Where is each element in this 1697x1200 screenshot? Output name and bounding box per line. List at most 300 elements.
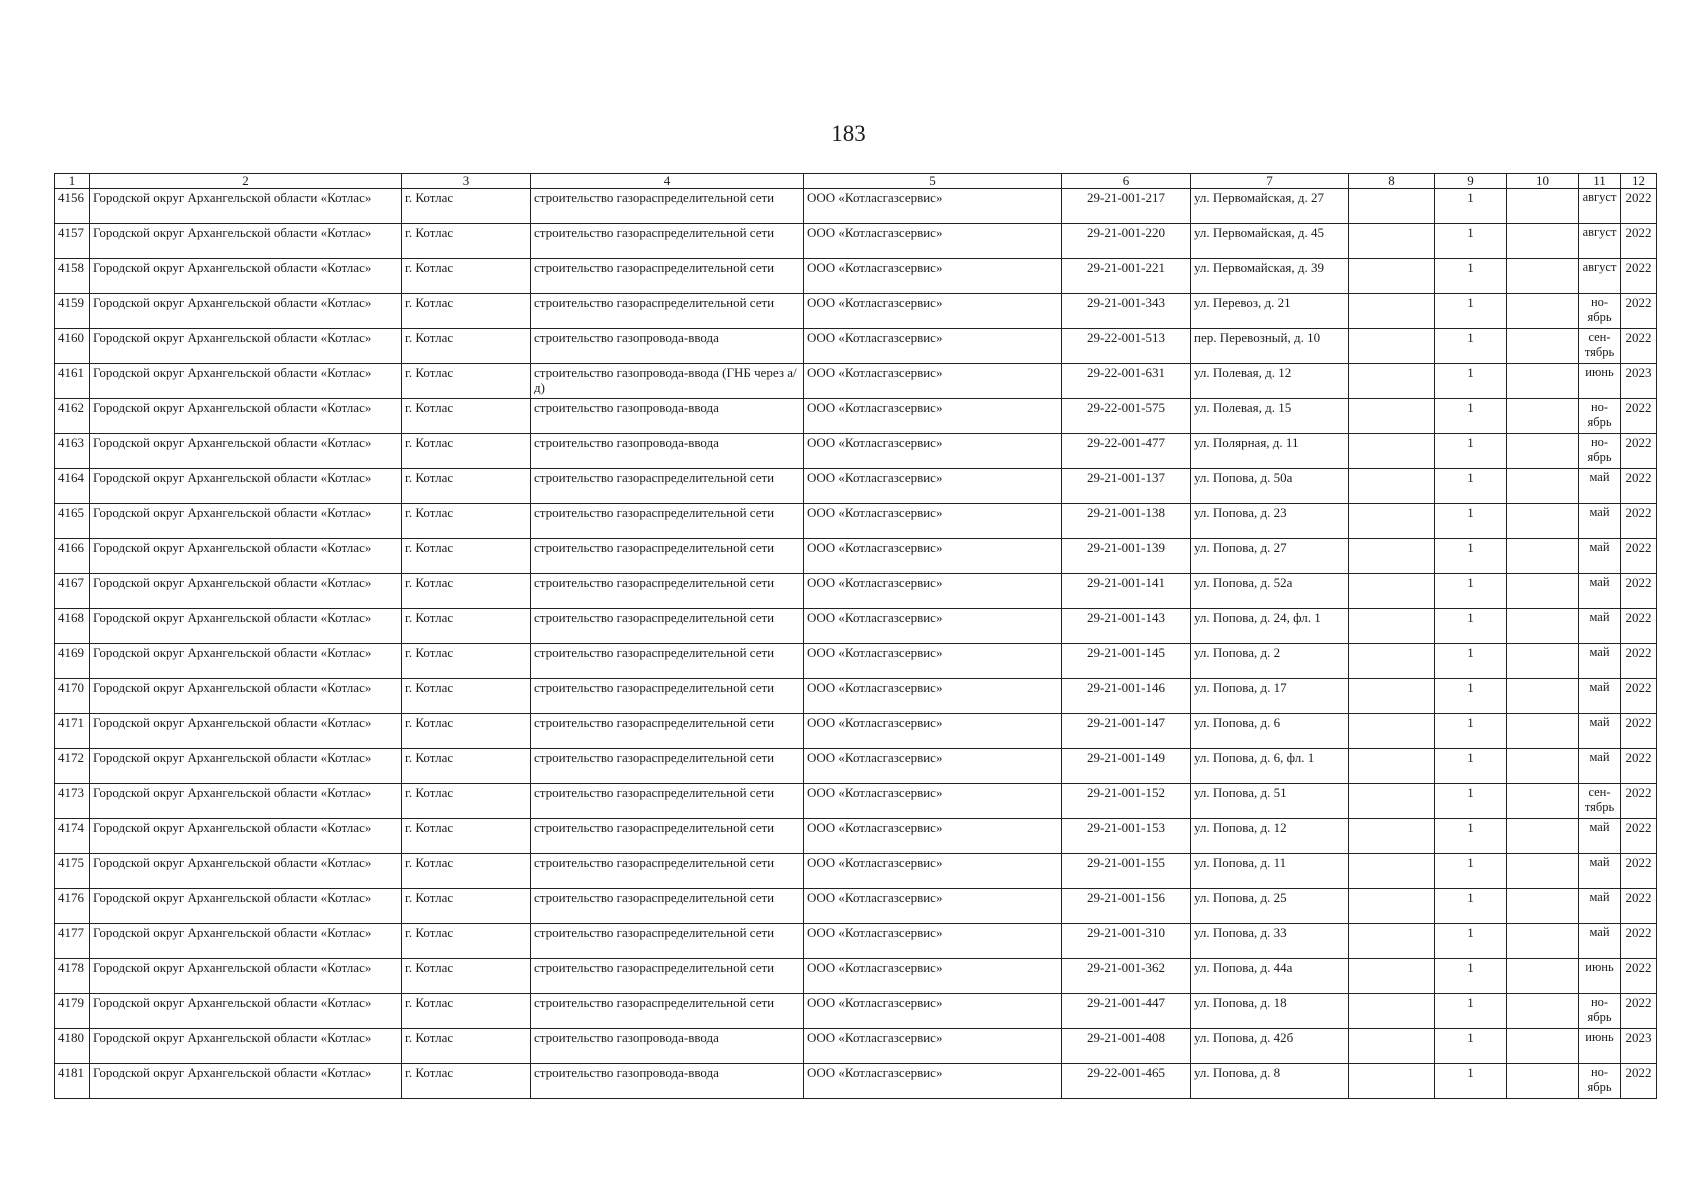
cell-quantity: 1 <box>1435 224 1507 259</box>
cell-work-type: строительство газораспределительной сети <box>531 889 804 924</box>
cell-year: 2022 <box>1621 224 1657 259</box>
table-row <box>55 259 1657 294</box>
cell-col-10 <box>1507 574 1579 609</box>
table-row <box>55 819 1657 854</box>
cell-organization: ООО «Котласгазсервис» <box>804 504 1062 539</box>
cell-row-number: 4157 <box>55 224 90 259</box>
cell-month: сен-тябрь <box>1579 329 1621 364</box>
cell-quantity: 1 <box>1435 959 1507 994</box>
cell-col-10 <box>1507 819 1579 854</box>
cell-municipality: Городской округ Архангельской области «Котлас» <box>90 784 402 819</box>
table-row <box>55 399 1657 434</box>
cell-row-number: 4164 <box>55 469 90 504</box>
cell-year: 2022 <box>1621 329 1657 364</box>
cell-col-8 <box>1349 504 1435 539</box>
cell-settlement: г. Котлас <box>402 1064 531 1099</box>
cell-work-type: строительство газораспределительной сети <box>531 714 804 749</box>
table-row <box>55 224 1657 259</box>
cell-quantity: 1 <box>1435 679 1507 714</box>
cell-settlement: г. Котлас <box>402 644 531 679</box>
cell-municipality: Городской округ Архангельской области «Котлас» <box>90 889 402 924</box>
cell-month: май <box>1579 679 1621 714</box>
cell-address: ул. Попова, д. 23 <box>1191 504 1349 539</box>
table-row <box>55 959 1657 994</box>
cell-organization: ООО «Котласгазсервис» <box>804 889 1062 924</box>
cell-quantity: 1 <box>1435 644 1507 679</box>
cell-address: ул. Полевая, д. 12 <box>1191 364 1349 399</box>
cell-row-number: 4159 <box>55 294 90 329</box>
cell-address: ул. Попова, д. 50а <box>1191 469 1349 504</box>
cell-municipality: Городской округ Архангельской области «Котлас» <box>90 854 402 889</box>
cell-organization: ООО «Котласгазсервис» <box>804 574 1062 609</box>
cell-municipality: Городской округ Архангельской области «Котлас» <box>90 469 402 504</box>
table-row <box>55 1064 1657 1099</box>
cell-row-number: 4170 <box>55 679 90 714</box>
cell-col-10 <box>1507 784 1579 819</box>
cell-col-8 <box>1349 1064 1435 1099</box>
cell-row-number: 4175 <box>55 854 90 889</box>
cell-work-type: строительство газопровода-ввода <box>531 434 804 469</box>
cell-month: но-ябрь <box>1579 434 1621 469</box>
cell-col-10 <box>1507 889 1579 924</box>
cell-object-code: 29-22-001-513 <box>1062 329 1191 364</box>
cell-quantity: 1 <box>1435 399 1507 434</box>
cell-year: 2022 <box>1621 854 1657 889</box>
table-row <box>55 784 1657 819</box>
cell-municipality: Городской округ Архангельской области «Котлас» <box>90 259 402 294</box>
cell-municipality: Городской округ Архангельской области «Котлас» <box>90 574 402 609</box>
table-row <box>55 434 1657 469</box>
cell-address: ул. Попова, д. 33 <box>1191 924 1349 959</box>
cell-col-10 <box>1507 1064 1579 1099</box>
cell-row-number: 4180 <box>55 1029 90 1064</box>
cell-address: ул. Первомайская, д. 45 <box>1191 224 1349 259</box>
cell-year: 2022 <box>1621 819 1657 854</box>
cell-organization: ООО «Котласгазсервис» <box>804 959 1062 994</box>
cell-row-number: 4167 <box>55 574 90 609</box>
cell-col-8 <box>1349 819 1435 854</box>
cell-address: ул. Попова, д. 18 <box>1191 994 1349 1029</box>
cell-col-8 <box>1349 784 1435 819</box>
table-row <box>55 1029 1657 1064</box>
cell-quantity: 1 <box>1435 819 1507 854</box>
cell-object-code: 29-21-001-156 <box>1062 889 1191 924</box>
cell-settlement: г. Котлас <box>402 924 531 959</box>
cell-address: ул. Попова, д. 11 <box>1191 854 1349 889</box>
cell-work-type: строительство газораспределительной сети <box>531 504 804 539</box>
cell-municipality: Городской округ Архангельской области «Котлас» <box>90 819 402 854</box>
cell-quantity: 1 <box>1435 189 1507 224</box>
cell-work-type: строительство газораспределительной сети <box>531 819 804 854</box>
cell-col-8 <box>1349 959 1435 994</box>
column-header: 8 <box>1349 174 1435 189</box>
cell-municipality: Городской округ Архангельской области «Котлас» <box>90 1029 402 1064</box>
table-row <box>55 574 1657 609</box>
column-header: 7 <box>1191 174 1349 189</box>
cell-object-code: 29-21-001-153 <box>1062 819 1191 854</box>
cell-month: но-ябрь <box>1579 294 1621 329</box>
cell-year: 2022 <box>1621 959 1657 994</box>
cell-col-8 <box>1349 994 1435 1029</box>
cell-work-type: строительство газораспределительной сети <box>531 539 804 574</box>
cell-month: май <box>1579 924 1621 959</box>
cell-row-number: 4156 <box>55 189 90 224</box>
cell-object-code: 29-21-001-139 <box>1062 539 1191 574</box>
cell-municipality: Городской округ Архангельской области «Котлас» <box>90 679 402 714</box>
cell-address: ул. Попова, д. 6, фл. 1 <box>1191 749 1349 784</box>
cell-address: ул. Попова, д. 52а <box>1191 574 1349 609</box>
cell-col-10 <box>1507 609 1579 644</box>
table-row <box>55 889 1657 924</box>
cell-municipality: Городской округ Архангельской области «Котлас» <box>90 539 402 574</box>
cell-year: 2022 <box>1621 714 1657 749</box>
cell-col-10 <box>1507 749 1579 784</box>
cell-work-type: строительство газопровода-ввода (ГНБ через а/д) <box>531 364 804 399</box>
cell-municipality: Городской округ Архангельской области «Котлас» <box>90 434 402 469</box>
table-row <box>55 609 1657 644</box>
column-header: 5 <box>804 174 1062 189</box>
cell-municipality: Городской округ Архангельской области «Котлас» <box>90 294 402 329</box>
cell-organization: ООО «Котласгазсервис» <box>804 1064 1062 1099</box>
cell-month: май <box>1579 574 1621 609</box>
cell-col-8 <box>1349 889 1435 924</box>
cell-month: май <box>1579 854 1621 889</box>
cell-object-code: 29-21-001-343 <box>1062 294 1191 329</box>
cell-col-8 <box>1349 259 1435 294</box>
cell-quantity: 1 <box>1435 294 1507 329</box>
cell-settlement: г. Котлас <box>402 399 531 434</box>
cell-organization: ООО «Котласгазсервис» <box>804 994 1062 1029</box>
cell-organization: ООО «Котласгазсервис» <box>804 399 1062 434</box>
cell-col-10 <box>1507 959 1579 994</box>
cell-work-type: строительство газораспределительной сети <box>531 189 804 224</box>
cell-col-8 <box>1349 679 1435 714</box>
cell-work-type: строительство газопровода-ввода <box>531 399 804 434</box>
cell-municipality: Городской округ Архангельской области «Котлас» <box>90 959 402 994</box>
table-row <box>55 924 1657 959</box>
cell-quantity: 1 <box>1435 924 1507 959</box>
cell-month: но-ябрь <box>1579 994 1621 1029</box>
cell-object-code: 29-22-001-631 <box>1062 364 1191 399</box>
table-row <box>55 539 1657 574</box>
cell-settlement: г. Котлас <box>402 329 531 364</box>
cell-year: 2022 <box>1621 399 1657 434</box>
cell-col-10 <box>1507 1029 1579 1064</box>
cell-address: ул. Первомайская, д. 39 <box>1191 259 1349 294</box>
cell-quantity: 1 <box>1435 259 1507 294</box>
cell-row-number: 4165 <box>55 504 90 539</box>
cell-month: май <box>1579 469 1621 504</box>
cell-col-10 <box>1507 854 1579 889</box>
cell-work-type: строительство газопровода-ввода <box>531 329 804 364</box>
cell-object-code: 29-21-001-362 <box>1062 959 1191 994</box>
cell-address: ул. Попова, д. 24, фл. 1 <box>1191 609 1349 644</box>
cell-month: май <box>1579 609 1621 644</box>
cell-quantity: 1 <box>1435 539 1507 574</box>
cell-year: 2022 <box>1621 924 1657 959</box>
cell-settlement: г. Котлас <box>402 889 531 924</box>
cell-col-8 <box>1349 854 1435 889</box>
cell-address: ул. Попова, д. 8 <box>1191 1064 1349 1099</box>
cell-row-number: 4166 <box>55 539 90 574</box>
column-header: 1 <box>55 174 90 189</box>
column-header: 11 <box>1579 174 1621 189</box>
cell-settlement: г. Котлас <box>402 609 531 644</box>
cell-work-type: строительство газораспределительной сети <box>531 959 804 994</box>
cell-month: июнь <box>1579 1029 1621 1064</box>
cell-year: 2022 <box>1621 1064 1657 1099</box>
cell-col-10 <box>1507 399 1579 434</box>
cell-year: 2023 <box>1621 364 1657 399</box>
cell-settlement: г. Котлас <box>402 994 531 1029</box>
cell-address: ул. Попова, д. 27 <box>1191 539 1349 574</box>
table-row <box>55 364 1657 399</box>
cell-row-number: 4178 <box>55 959 90 994</box>
cell-row-number: 4168 <box>55 609 90 644</box>
cell-work-type: строительство газораспределительной сети <box>531 609 804 644</box>
cell-col-8 <box>1349 924 1435 959</box>
cell-settlement: г. Котлас <box>402 539 531 574</box>
cell-settlement: г. Котлас <box>402 469 531 504</box>
cell-municipality: Городской округ Архангельской области «Котлас» <box>90 364 402 399</box>
cell-quantity: 1 <box>1435 1029 1507 1064</box>
cell-month: июнь <box>1579 364 1621 399</box>
cell-work-type: строительство газораспределительной сети <box>531 294 804 329</box>
cell-organization: ООО «Котласгазсервис» <box>804 679 1062 714</box>
cell-work-type: строительство газопровода-ввода <box>531 1064 804 1099</box>
cell-month: но-ябрь <box>1579 1064 1621 1099</box>
cell-row-number: 4181 <box>55 1064 90 1099</box>
cell-organization: ООО «Котласгазсервис» <box>804 609 1062 644</box>
cell-col-8 <box>1349 399 1435 434</box>
cell-quantity: 1 <box>1435 434 1507 469</box>
cell-object-code: 29-22-001-477 <box>1062 434 1191 469</box>
cell-municipality: Городской округ Архангельской области «Котлас» <box>90 714 402 749</box>
cell-col-8 <box>1349 609 1435 644</box>
cell-row-number: 4169 <box>55 644 90 679</box>
cell-organization: ООО «Котласгазсервис» <box>804 189 1062 224</box>
cell-organization: ООО «Котласгазсервис» <box>804 1029 1062 1064</box>
cell-quantity: 1 <box>1435 784 1507 819</box>
cell-organization: ООО «Котласгазсервис» <box>804 714 1062 749</box>
cell-col-8 <box>1349 574 1435 609</box>
cell-year: 2022 <box>1621 539 1657 574</box>
cell-col-10 <box>1507 994 1579 1029</box>
cell-month: июнь <box>1579 959 1621 994</box>
cell-organization: ООО «Котласгазсервис» <box>804 364 1062 399</box>
cell-address: ул. Попова, д. 51 <box>1191 784 1349 819</box>
column-header: 2 <box>90 174 402 189</box>
cell-settlement: г. Котлас <box>402 1029 531 1064</box>
cell-object-code: 29-21-001-310 <box>1062 924 1191 959</box>
cell-year: 2022 <box>1621 784 1657 819</box>
cell-address: ул. Попова, д. 6 <box>1191 714 1349 749</box>
cell-object-code: 29-21-001-220 <box>1062 224 1191 259</box>
cell-address: ул. Полевая, д. 15 <box>1191 399 1349 434</box>
table-row <box>55 714 1657 749</box>
cell-row-number: 4173 <box>55 784 90 819</box>
cell-organization: ООО «Котласгазсервис» <box>804 749 1062 784</box>
cell-quantity: 1 <box>1435 749 1507 784</box>
cell-month: август <box>1579 259 1621 294</box>
cell-municipality: Городской округ Архангельской области «Котлас» <box>90 189 402 224</box>
cell-year: 2022 <box>1621 749 1657 784</box>
cell-col-10 <box>1507 364 1579 399</box>
cell-year: 2022 <box>1621 574 1657 609</box>
cell-quantity: 1 <box>1435 609 1507 644</box>
cell-col-10 <box>1507 469 1579 504</box>
cell-year: 2022 <box>1621 609 1657 644</box>
cell-col-10 <box>1507 504 1579 539</box>
cell-work-type: строительство газораспределительной сети <box>531 469 804 504</box>
cell-col-8 <box>1349 539 1435 574</box>
cell-col-10 <box>1507 924 1579 959</box>
cell-quantity: 1 <box>1435 364 1507 399</box>
cell-col-10 <box>1507 224 1579 259</box>
cell-col-8 <box>1349 644 1435 679</box>
cell-object-code: 29-21-001-408 <box>1062 1029 1191 1064</box>
cell-settlement: г. Котлас <box>402 714 531 749</box>
cell-row-number: 4158 <box>55 259 90 294</box>
cell-month: май <box>1579 504 1621 539</box>
cell-organization: ООО «Котласгазсервис» <box>804 329 1062 364</box>
cell-work-type: строительство газораспределительной сети <box>531 924 804 959</box>
cell-work-type: строительство газопровода-ввода <box>531 1029 804 1064</box>
cell-month: май <box>1579 539 1621 574</box>
cell-row-number: 4162 <box>55 399 90 434</box>
cell-month: август <box>1579 189 1621 224</box>
cell-quantity: 1 <box>1435 889 1507 924</box>
cell-col-10 <box>1507 679 1579 714</box>
cell-row-number: 4177 <box>55 924 90 959</box>
cell-work-type: строительство газораспределительной сети <box>531 644 804 679</box>
cell-col-10 <box>1507 714 1579 749</box>
cell-work-type: строительство газораспределительной сети <box>531 854 804 889</box>
cell-address: ул. Попова, д. 25 <box>1191 889 1349 924</box>
cell-object-code: 29-21-001-143 <box>1062 609 1191 644</box>
cell-address: ул. Полярная, д. 11 <box>1191 434 1349 469</box>
cell-year: 2022 <box>1621 294 1657 329</box>
cell-month: сен-тябрь <box>1579 784 1621 819</box>
cell-object-code: 29-22-001-575 <box>1062 399 1191 434</box>
column-header: 12 <box>1621 174 1657 189</box>
cell-address: ул. Первомайская, д. 27 <box>1191 189 1349 224</box>
cell-year: 2022 <box>1621 679 1657 714</box>
cell-work-type: строительство газораспределительной сети <box>531 679 804 714</box>
cell-object-code: 29-22-001-465 <box>1062 1064 1191 1099</box>
table-row <box>55 994 1657 1029</box>
cell-work-type: строительство газораспределительной сети <box>531 574 804 609</box>
cell-year: 2022 <box>1621 259 1657 294</box>
cell-organization: ООО «Котласгазсервис» <box>804 784 1062 819</box>
cell-settlement: г. Котлас <box>402 854 531 889</box>
document-table <box>54 173 1657 1099</box>
cell-address: ул. Попова, д. 42б <box>1191 1029 1349 1064</box>
table-row <box>55 469 1657 504</box>
cell-object-code: 29-21-001-141 <box>1062 574 1191 609</box>
cell-object-code: 29-21-001-137 <box>1062 469 1191 504</box>
cell-col-8 <box>1349 434 1435 469</box>
cell-col-8 <box>1349 749 1435 784</box>
cell-row-number: 4163 <box>55 434 90 469</box>
cell-object-code: 29-21-001-147 <box>1062 714 1191 749</box>
cell-address: пер. Перевозный, д. 10 <box>1191 329 1349 364</box>
cell-object-code: 29-21-001-155 <box>1062 854 1191 889</box>
table-row <box>55 329 1657 364</box>
cell-municipality: Городской округ Архангельской области «Котлас» <box>90 504 402 539</box>
cell-col-8 <box>1349 294 1435 329</box>
cell-month: май <box>1579 749 1621 784</box>
cell-month: май <box>1579 819 1621 854</box>
cell-work-type: строительство газораспределительной сети <box>531 784 804 819</box>
cell-col-8 <box>1349 189 1435 224</box>
cell-col-10 <box>1507 539 1579 574</box>
cell-col-8 <box>1349 224 1435 259</box>
cell-month: май <box>1579 889 1621 924</box>
cell-year: 2022 <box>1621 644 1657 679</box>
cell-municipality: Городской округ Архангельской области «Котлас» <box>90 224 402 259</box>
cell-address: ул. Перевоз, д. 21 <box>1191 294 1349 329</box>
cell-settlement: г. Котлас <box>402 189 531 224</box>
cell-municipality: Городской округ Архангельской области «Котлас» <box>90 609 402 644</box>
cell-object-code: 29-21-001-146 <box>1062 679 1191 714</box>
table-row <box>55 504 1657 539</box>
cell-organization: ООО «Котласгазсервис» <box>804 259 1062 294</box>
cell-address: ул. Попова, д. 12 <box>1191 819 1349 854</box>
table-row <box>55 644 1657 679</box>
cell-quantity: 1 <box>1435 329 1507 364</box>
cell-row-number: 4161 <box>55 364 90 399</box>
cell-row-number: 4172 <box>55 749 90 784</box>
cell-month: май <box>1579 644 1621 679</box>
cell-quantity: 1 <box>1435 994 1507 1029</box>
column-header: 6 <box>1062 174 1191 189</box>
cell-year: 2022 <box>1621 434 1657 469</box>
cell-municipality: Городской округ Архангельской области «Котлас» <box>90 329 402 364</box>
cell-settlement: г. Котлас <box>402 364 531 399</box>
column-header: 3 <box>402 174 531 189</box>
cell-address: ул. Попова, д. 2 <box>1191 644 1349 679</box>
cell-work-type: строительство газораспределительной сети <box>531 224 804 259</box>
cell-row-number: 4176 <box>55 889 90 924</box>
cell-municipality: Городской округ Архангельской области «Котлас» <box>90 749 402 784</box>
cell-row-number: 4174 <box>55 819 90 854</box>
cell-object-code: 29-21-001-447 <box>1062 994 1191 1029</box>
table-row <box>55 854 1657 889</box>
cell-settlement: г. Котлас <box>402 784 531 819</box>
cell-col-10 <box>1507 644 1579 679</box>
cell-municipality: Городской округ Архангельской области «Котлас» <box>90 644 402 679</box>
cell-organization: ООО «Котласгазсервис» <box>804 644 1062 679</box>
cell-month: но-ябрь <box>1579 399 1621 434</box>
cell-object-code: 29-21-001-149 <box>1062 749 1191 784</box>
cell-col-8 <box>1349 329 1435 364</box>
cell-year: 2022 <box>1621 889 1657 924</box>
cell-work-type: строительство газораспределительной сети <box>531 994 804 1029</box>
cell-settlement: г. Котлас <box>402 574 531 609</box>
table-header-row <box>55 174 1657 189</box>
table-row <box>55 749 1657 784</box>
page-number: 183 <box>831 121 866 146</box>
cell-col-8 <box>1349 469 1435 504</box>
cell-settlement: г. Котлас <box>402 819 531 854</box>
cell-col-10 <box>1507 189 1579 224</box>
cell-col-10 <box>1507 434 1579 469</box>
cell-year: 2022 <box>1621 189 1657 224</box>
cell-municipality: Городской округ Архангельской области «Котлас» <box>90 994 402 1029</box>
cell-row-number: 4171 <box>55 714 90 749</box>
cell-settlement: г. Котлас <box>402 504 531 539</box>
